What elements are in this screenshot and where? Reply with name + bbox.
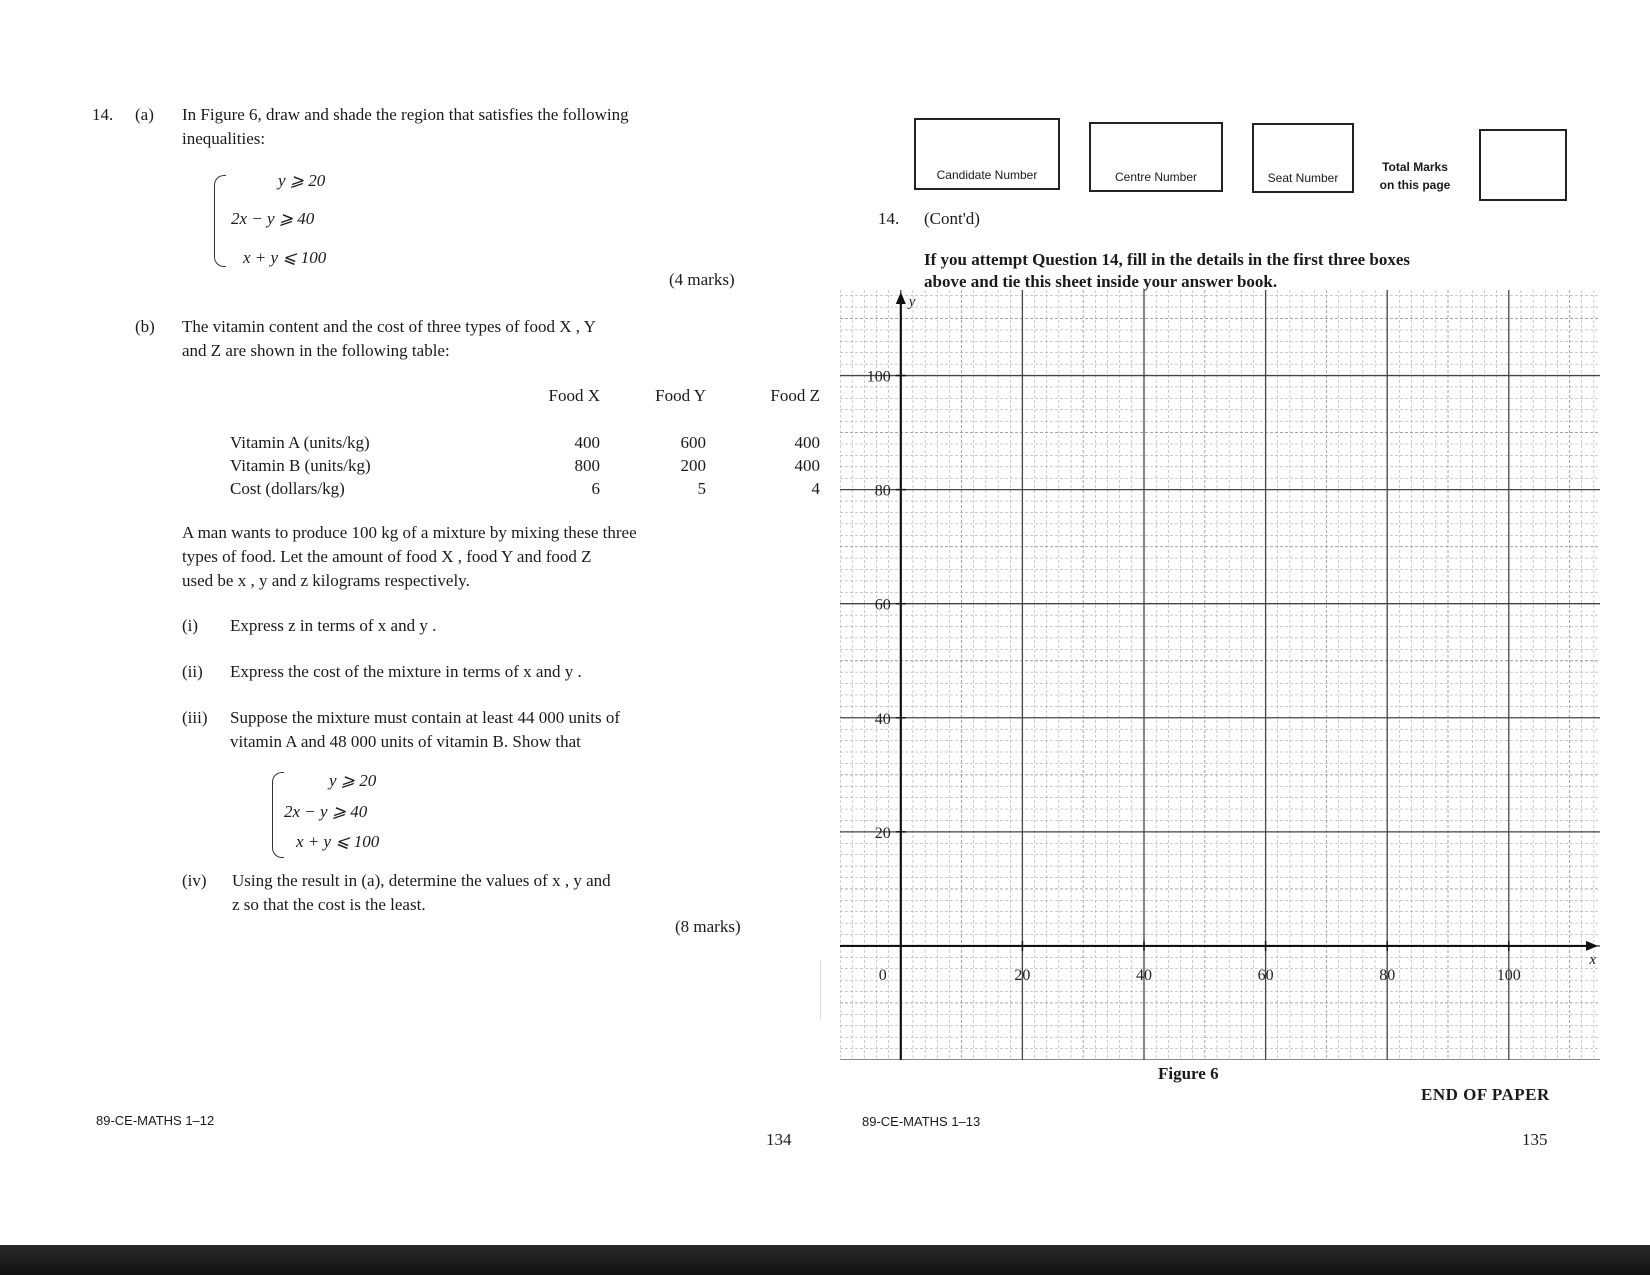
para-line3: used be x , y and z kilograms respectively.: [182, 571, 470, 590]
cell-value: 400: [794, 432, 820, 452]
instruction-line1: If you attempt Question 14, fill in the details in the first three boxes: [924, 250, 1411, 269]
candidate-number-label: Candidate Number: [936, 168, 1038, 182]
inequality-b-1: y ⩾ 20: [329, 771, 377, 790]
sub-iii-line1: Suppose the mixture must contain at least 44 000 units of: [230, 708, 621, 727]
part-a-text-line2: inequalities:: [182, 129, 266, 148]
x-axis-label: x: [1589, 951, 1596, 968]
seat-number-label: Seat Number: [1267, 171, 1339, 185]
sub-ii-text: Express the cost of the mixture in terms of x and y .: [230, 662, 582, 681]
question-number: 14.: [92, 105, 114, 124]
spine-line: [820, 960, 821, 1020]
instruction-line2: above and tie this sheet inside your answer book.: [924, 272, 1278, 291]
sub-i-label: (i): [182, 616, 199, 635]
brace-a: [214, 175, 226, 267]
cell-value: 6: [591, 478, 600, 498]
inequality-b-3: x + y ⩽ 100: [296, 832, 380, 851]
cell-value: 400: [574, 432, 600, 452]
sub-i-text: Express z in terms of x and y .: [230, 616, 437, 635]
seat-number-box[interactable]: [1252, 123, 1354, 193]
table-row: [230, 477, 820, 500]
minor-grid: [840, 290, 1600, 1060]
scan-bottom-edge: [0, 1245, 1650, 1275]
inequality-a-3: x + y ⩽ 100: [243, 248, 327, 267]
x-tick-label: 60: [1257, 966, 1274, 984]
row-label: Cost (dollars/kg): [230, 478, 345, 498]
y-tick-label: 80: [874, 482, 891, 500]
y-tick-label: 100: [866, 368, 891, 386]
x-tick-labels: [879, 941, 1521, 984]
header-food-z: Food Z: [770, 386, 820, 405]
y-axis-label: y: [908, 294, 916, 310]
row-label: Vitamin B (units/kg): [230, 455, 371, 475]
total-marks-box[interactable]: [1479, 129, 1567, 201]
cell-value: 800: [574, 455, 600, 475]
x-tick-label: 100: [1496, 966, 1521, 984]
footer-code-right: 89-CE-MATHS 1–13: [862, 1114, 981, 1129]
right-question-number: 14.: [878, 209, 900, 228]
total-marks-line1: Total Marks: [1382, 160, 1448, 174]
part-b-intro-line1: The vitamin content and the cost of three types of food X , Y: [182, 317, 596, 336]
para-line2: types of food. Let the amount of food X , food Y and food Z: [182, 547, 592, 566]
total-marks-line2: on this page: [1379, 178, 1451, 192]
cell-value: 4: [811, 478, 820, 498]
y-tick-label: 20: [874, 824, 891, 842]
part-a-text-line1: In Figure 6, draw and shade the region that satisfies the following: [182, 105, 629, 124]
x-axis-arrow: [1586, 941, 1598, 951]
x-tick-label: 0: [878, 966, 887, 984]
food-table-header-row: [230, 384, 820, 408]
y-axis-arrow: [896, 292, 906, 304]
page-number-right: 135: [1522, 1130, 1548, 1149]
cell-value: 400: [794, 455, 820, 475]
left-page: [0, 0, 825, 1250]
part-b-label: (b): [135, 317, 155, 336]
y-tick-label: 40: [874, 710, 891, 728]
total-marks-label: [1375, 158, 1455, 194]
x-tick-label: 20: [1014, 966, 1031, 984]
header-food-y: Food Y: [655, 386, 706, 405]
y-tick-label: 60: [874, 596, 891, 614]
contd-label: (Cont'd): [924, 209, 980, 228]
end-of-paper: END OF PAPER: [1421, 1085, 1550, 1104]
inequality-a-1: y ⩾ 20: [278, 171, 326, 190]
food-table: [230, 384, 820, 500]
inequality-a-2: 2x − y ⩾ 40: [231, 209, 315, 228]
sub-iv-label: (iv): [182, 871, 207, 890]
figure-caption: Figure 6: [1158, 1064, 1219, 1083]
inequality-b-2: 2x − y ⩾ 40: [284, 802, 368, 821]
cell-value: 5: [697, 478, 706, 498]
x-tick-label: 40: [1136, 966, 1152, 984]
major-grid: [840, 290, 1600, 1060]
table-row: [230, 431, 820, 454]
cell-value: 200: [680, 455, 706, 475]
page-number-left: 134: [766, 1130, 792, 1149]
table-row: [230, 454, 820, 477]
centre-number-box[interactable]: [1089, 122, 1223, 192]
footer-code-left: 89-CE-MATHS 1–12: [96, 1113, 215, 1128]
sub-iv-line1: Using the result in (a), determine the values of x , y and: [232, 871, 611, 890]
candidate-number-box[interactable]: [914, 118, 1060, 190]
sub-iii-label: (iii): [182, 708, 208, 727]
header-food-x: Food X: [548, 386, 600, 405]
sub-iii-line2: vitamin A and 48 000 units of vitamin B. Show that: [230, 732, 581, 751]
row-label: Vitamin A (units/kg): [230, 432, 370, 452]
brace-b: [272, 772, 284, 858]
centre-number-label: Centre Number: [1114, 170, 1198, 184]
marks-b: (8 marks): [675, 917, 741, 936]
para-line1: A man wants to produce 100 kg of a mixture by mixing these three: [182, 523, 637, 542]
part-b-intro-line2: and Z are shown in the following table:: [182, 341, 450, 360]
x-tick-label: 80: [1379, 966, 1396, 984]
sub-ii-label: (ii): [182, 662, 203, 681]
marks-a: (4 marks): [669, 270, 735, 289]
cell-value: 600: [680, 432, 706, 452]
figure-6-graph: [840, 290, 1600, 1060]
sub-iv-line2: z so that the cost is the least.: [232, 895, 426, 914]
part-a-label: (a): [135, 105, 154, 124]
